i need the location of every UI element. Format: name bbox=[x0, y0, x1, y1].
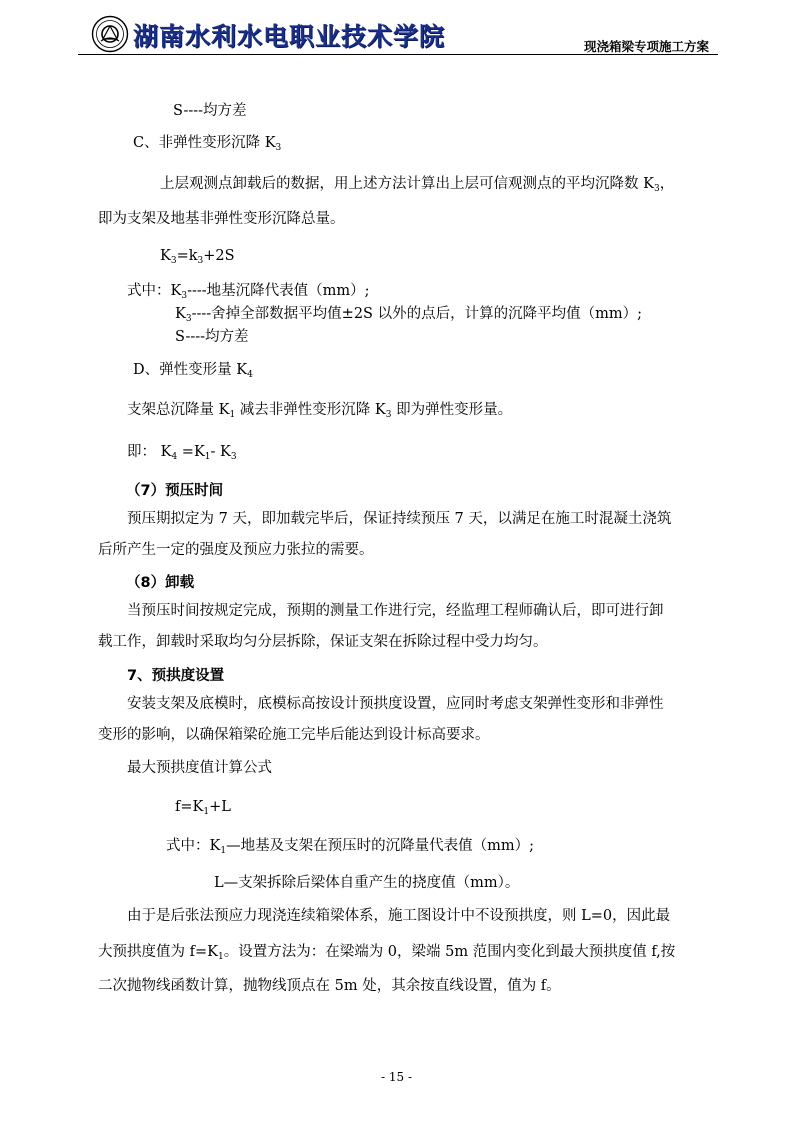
paragraph-line: 载工作，卸载时采取均匀分层拆除，保证支架在拆除过程中受力均匀。 bbox=[98, 634, 548, 650]
where-line: $K_3----$舍掉全部数据平均值±2S 以外的点后，计算的沉降平均值（mm）; bbox=[175, 306, 642, 324]
paragraph-line: 上层观测点卸载后的数据，用上述方法计算出上层可信观测点的平均沉降数 $K_3$， bbox=[160, 176, 675, 194]
paragraph-line: 后所产生一定的强度及预应力张拉的需要。 bbox=[98, 542, 374, 558]
where-line: 式中：$K_1—$地基及支架在预压时的沉降量代表值（mm）; bbox=[166, 838, 534, 856]
header-divider bbox=[78, 54, 718, 55]
formula-k3: $K_3=k_3+2S$ bbox=[160, 248, 235, 266]
formula-k4: 即： $K_4 =K_1-$ $K_3$ bbox=[127, 444, 237, 462]
where-line: 式中：$K_3----$地基沉降代表值（mm）; bbox=[127, 283, 370, 301]
school-name: 湖南水利水电职业技术学院 bbox=[133, 22, 446, 51]
section-d-heading: D、弹性变形量 $K_4$ bbox=[133, 362, 253, 380]
paragraph-line: 由于是后张法预应力现浇连续箱梁体系，施工图设计中不设预拱度，则 L=0，因此最 bbox=[127, 908, 671, 924]
paragraph-line: 预压期拟定为 7 天，即加载完毕后，保证持续预压 7 天，以满足在施工时混凝土浇筑 bbox=[127, 511, 672, 527]
paragraph-line: 安装支架及底模时，底模标高按设计预拱度设置，应同时考虑支架弹性变形和非弹性 bbox=[127, 696, 664, 712]
paragraph-line: 当预压时间按规定完成，预期的测量工作进行完，经监理工程师确认后，即可进行卸 bbox=[127, 603, 664, 619]
where-line: L—支架拆除后梁体自重产生的挠度值（mm）。 bbox=[214, 875, 520, 891]
paragraph-line: 支架总沉降量 $K_1$ 减去非弹性变形沉降 $K_3$ 即为弹性变形量。 bbox=[127, 402, 513, 420]
paragraph-line: 最大预拱度值计算公式 bbox=[127, 760, 272, 776]
std-deviation-def: S----均方差 bbox=[173, 103, 247, 119]
section-heading-8: （8）卸载 bbox=[126, 575, 195, 591]
school-seal-logo bbox=[91, 15, 129, 53]
section-c-heading: C、非弹性变形沉降 $K_3$ bbox=[133, 135, 282, 153]
paragraph-line: 即为支架及地基非弹性变形沉降总量。 bbox=[98, 211, 345, 227]
paragraph-line: 变形的影响，以确保箱梁砼施工完毕后能达到设计标高要求。 bbox=[98, 727, 490, 743]
paragraph-line: 大预拱度值为 $f=K_1$。设置方法为：在梁端为 0，梁端 5m 范围内变化到最大预拱度值 f,按 bbox=[98, 944, 676, 962]
formula-camber: $f=K_1+L$ bbox=[175, 799, 231, 817]
document-title: 现浇箱梁专项施工方案 bbox=[584, 39, 710, 54]
std-deviation-def: S----均方差 bbox=[175, 329, 249, 345]
paragraph-line: 二次抛物线函数计算，抛物线顶点在 5m 处，其余按直线设置，值为 f。 bbox=[98, 978, 561, 994]
page-number: - 15 - bbox=[380, 1070, 412, 1084]
section-heading-camber: 7、预拱度设置 bbox=[127, 668, 225, 684]
section-heading-7: （7）预压时间 bbox=[126, 483, 224, 499]
